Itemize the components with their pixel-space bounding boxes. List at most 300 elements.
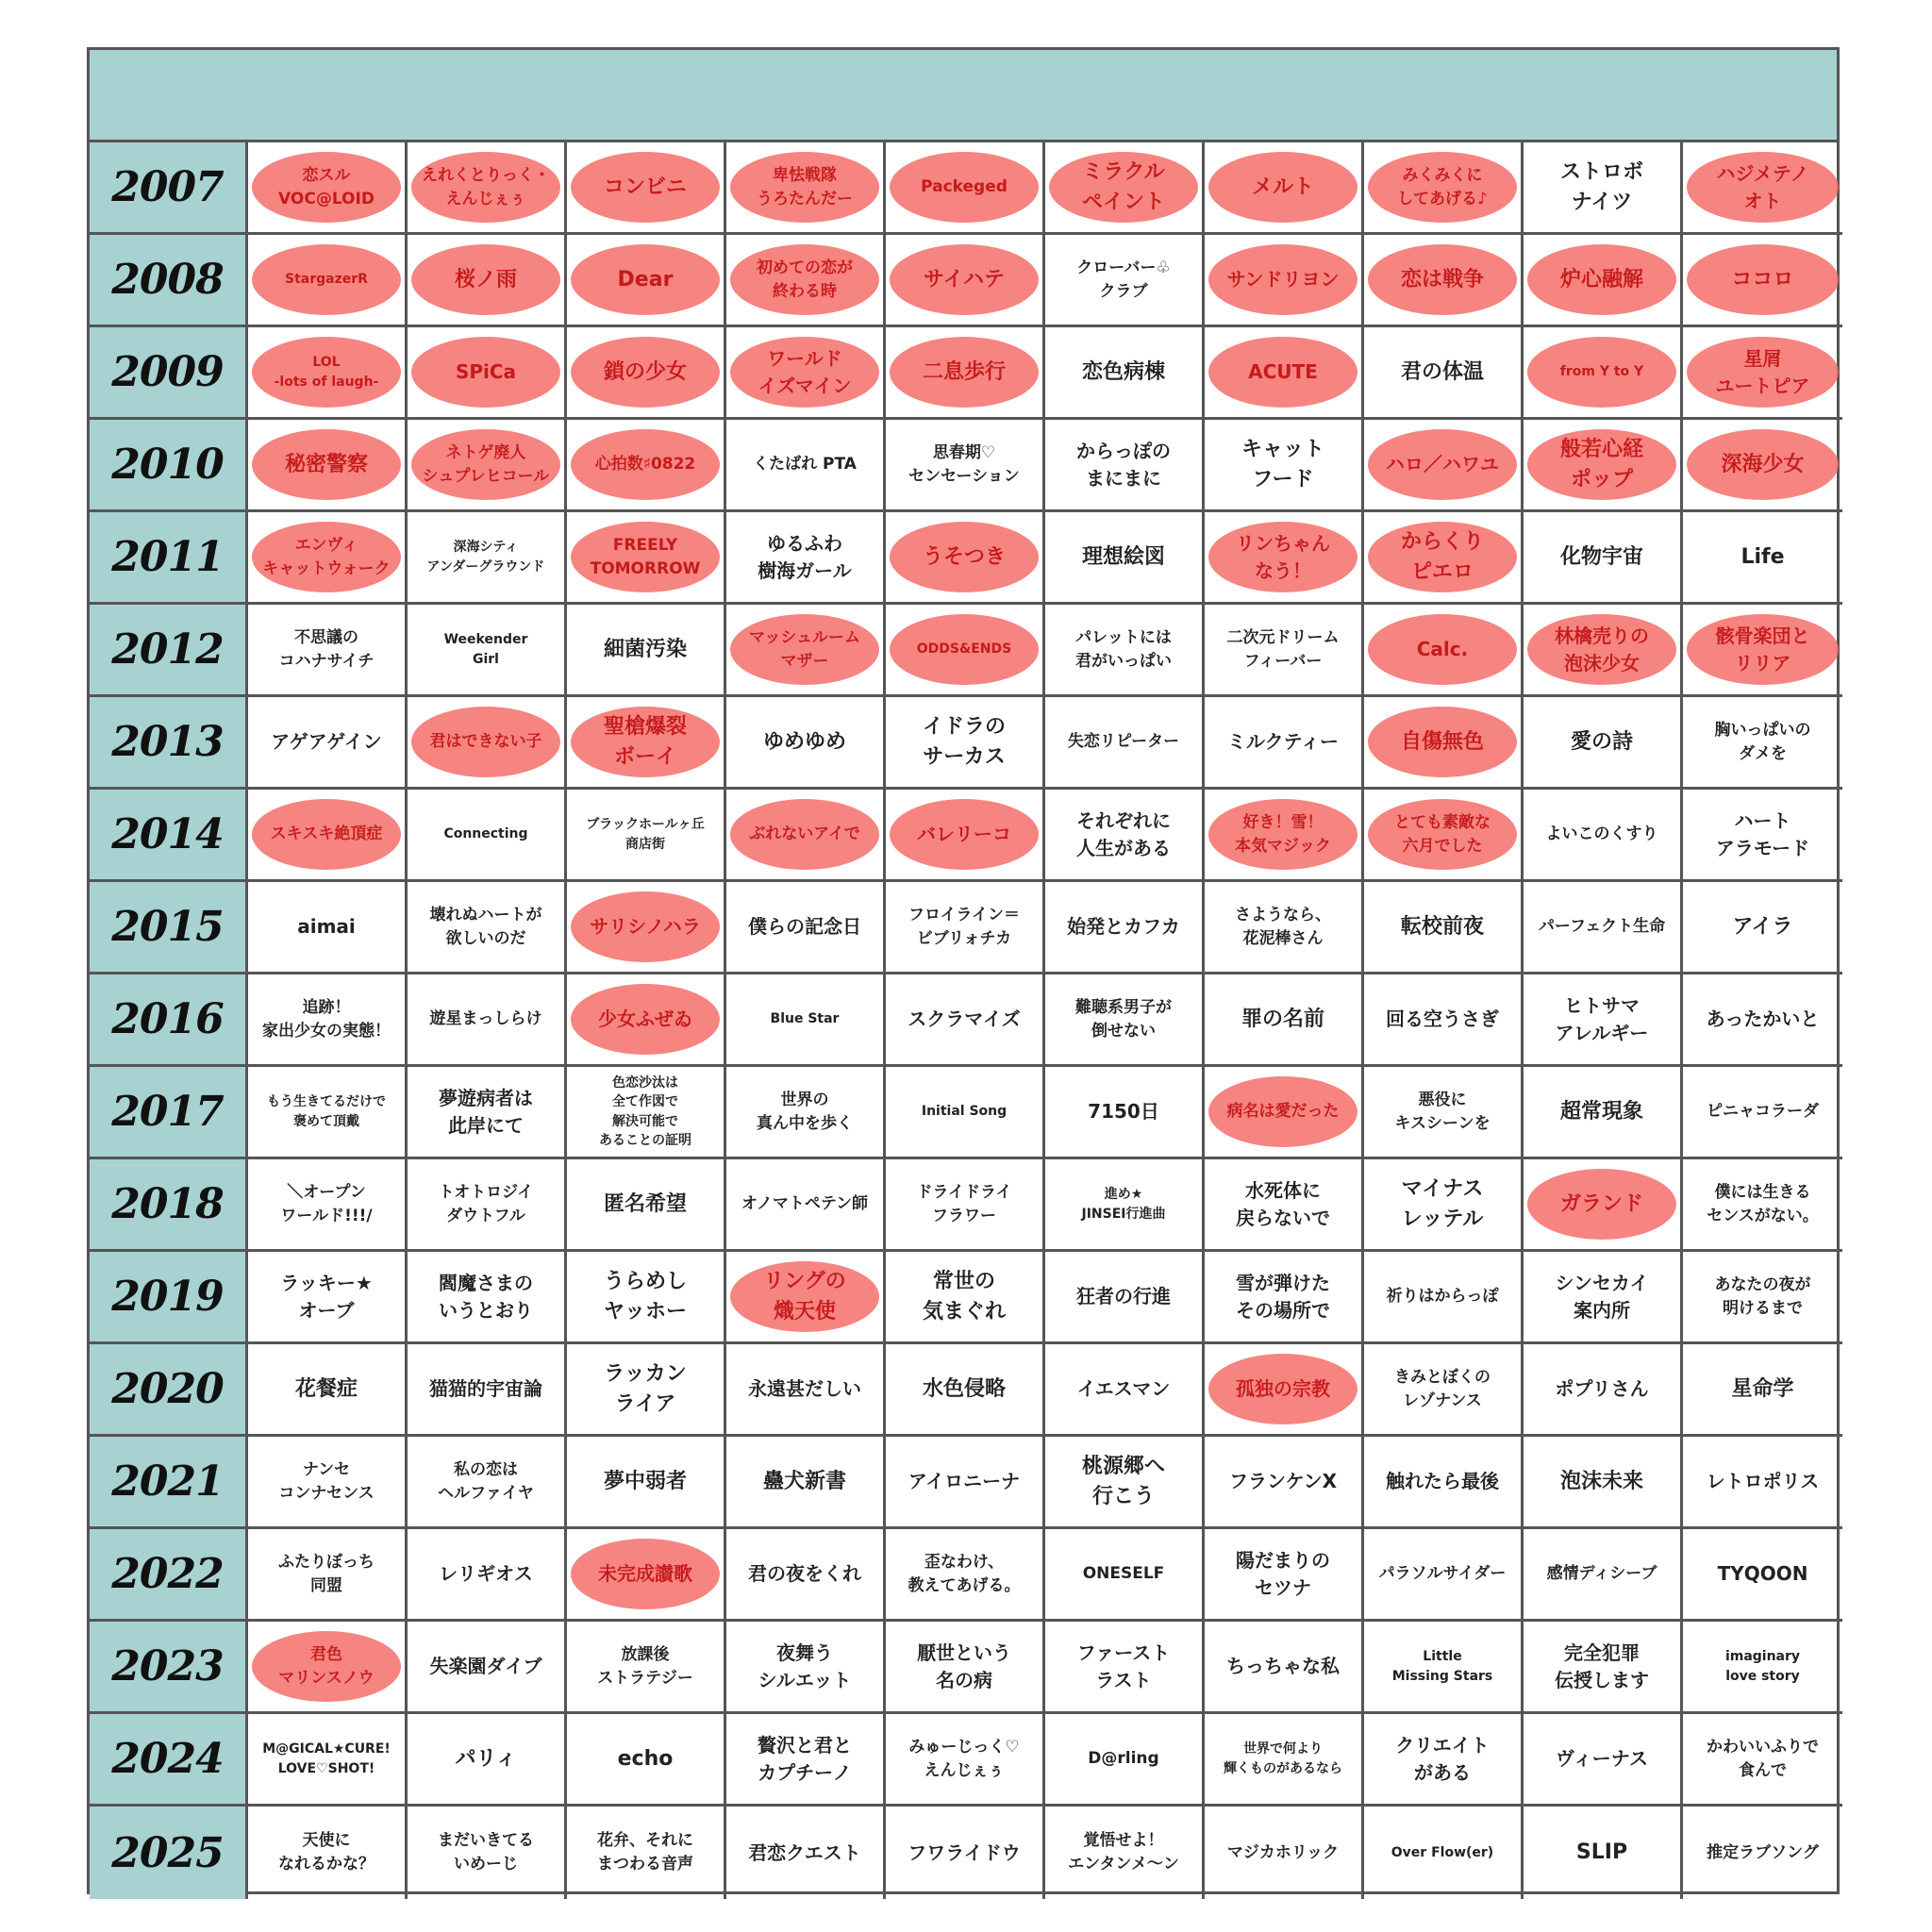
year-label: 2022 bbox=[90, 1529, 248, 1622]
song-cell bbox=[1683, 1807, 1842, 1899]
song-cell bbox=[1524, 1807, 1683, 1899]
song-title: 君恋クエスト bbox=[748, 1840, 861, 1864]
song-cell bbox=[1045, 142, 1205, 235]
song-title: 超常現象 bbox=[1559, 1099, 1643, 1124]
song-cell bbox=[886, 697, 1045, 790]
song-cell bbox=[1205, 605, 1364, 697]
song-title: ラッキー★ オーブ bbox=[280, 1271, 373, 1322]
song-cell bbox=[1364, 1159, 1524, 1252]
song-cell bbox=[1205, 1529, 1364, 1622]
song-title: 骸骨楽団と リリア bbox=[1715, 624, 1810, 675]
song-cell bbox=[1205, 790, 1364, 882]
song-cell bbox=[408, 512, 567, 605]
song-title: ポプリさん bbox=[1555, 1377, 1649, 1400]
song-title: 自傷無色 bbox=[1400, 729, 1484, 754]
song-cell bbox=[726, 512, 886, 605]
song-title: パーフェクト生命 bbox=[1538, 917, 1666, 937]
song-title: くたばれ PTA bbox=[753, 455, 857, 475]
song-title: 思春期♡ センセーション bbox=[908, 442, 1020, 486]
song-title: LOL -lots of laugh- bbox=[274, 355, 379, 390]
song-cell bbox=[726, 974, 886, 1067]
song-title: 推定ラブソング bbox=[1707, 1842, 1819, 1862]
song-cell bbox=[726, 1714, 886, 1807]
song-title: D@rling bbox=[1088, 1749, 1159, 1769]
year-row-2011 bbox=[90, 512, 1837, 605]
song-cell bbox=[886, 327, 1045, 420]
song-title: echo bbox=[617, 1746, 674, 1771]
song-cell bbox=[248, 974, 408, 1067]
song-title: ハジメテノ オト bbox=[1716, 161, 1809, 212]
song-cell bbox=[886, 1252, 1045, 1344]
song-cell bbox=[408, 1252, 567, 1344]
song-cell bbox=[1205, 420, 1364, 512]
song-cell bbox=[1683, 142, 1842, 235]
song-title: ストロボ ナイツ bbox=[1559, 159, 1643, 214]
song-cell bbox=[726, 1529, 886, 1622]
song-cell bbox=[248, 1807, 408, 1899]
song-cell bbox=[248, 235, 408, 327]
song-cell bbox=[248, 1622, 408, 1714]
song-cell bbox=[1205, 1067, 1364, 1159]
song-title: シンセカイ 案内所 bbox=[1555, 1271, 1649, 1322]
song-title: もう生きてるだけで 褒めて頂戴 bbox=[267, 1094, 386, 1129]
song-title: 病名は愛だった bbox=[1226, 1102, 1340, 1122]
song-cell bbox=[567, 512, 726, 605]
song-cell bbox=[1524, 1344, 1683, 1437]
song-cell bbox=[1524, 605, 1683, 697]
song-cell bbox=[886, 1622, 1045, 1714]
song-cell bbox=[567, 974, 726, 1067]
song-title: パリィ bbox=[455, 1746, 517, 1771]
song-cell bbox=[726, 790, 886, 882]
song-cell bbox=[726, 882, 886, 974]
song-title: Connecting bbox=[443, 826, 528, 842]
song-title: パレットには 君がいっぱい bbox=[1075, 627, 1172, 671]
song-title: 猫猫的宇宙論 bbox=[429, 1377, 542, 1400]
year-label: 2011 bbox=[90, 512, 248, 605]
year-label: 2018 bbox=[90, 1159, 248, 1252]
song-cell bbox=[1205, 1252, 1364, 1344]
song-cell bbox=[1524, 1622, 1683, 1714]
song-cell bbox=[1205, 882, 1364, 974]
song-cell bbox=[1364, 882, 1524, 974]
song-title: ふたりぼっち 同盟 bbox=[278, 1552, 375, 1595]
song-cell bbox=[1683, 882, 1842, 974]
song-title: 二次元ドリーム フィーバー bbox=[1226, 627, 1340, 671]
song-cell bbox=[726, 1807, 886, 1899]
song-cell bbox=[1364, 420, 1524, 512]
year-label: 2017 bbox=[90, 1067, 248, 1159]
song-cell bbox=[248, 1714, 408, 1807]
song-title: サリシノハラ bbox=[590, 915, 701, 938]
song-cell bbox=[1683, 790, 1842, 882]
song-title: 水色侵略 bbox=[922, 1376, 1006, 1401]
song-title: エンヴィ キャットウォーク bbox=[262, 535, 391, 578]
song-cell bbox=[1205, 1622, 1364, 1714]
song-cell bbox=[1205, 1437, 1364, 1529]
song-title: みゅーじっく♡ えんじぇぅ bbox=[908, 1737, 1020, 1780]
song-cell bbox=[886, 882, 1045, 974]
song-title: 卑怯戦隊 うろたんだー bbox=[757, 165, 853, 208]
song-title: 星屑 ユートピア bbox=[1715, 346, 1810, 397]
song-title: Dear bbox=[617, 267, 674, 291]
song-cell bbox=[408, 1344, 567, 1437]
song-title: ミラクル ペイント bbox=[1081, 159, 1165, 214]
song-title: 泡沫未来 bbox=[1559, 1469, 1643, 1493]
song-title: うらめし ヤッホー bbox=[603, 1269, 687, 1324]
song-title: 進め★ JINSEI行進曲 bbox=[1081, 1187, 1166, 1222]
song-cell bbox=[1364, 790, 1524, 882]
song-title: aimai bbox=[297, 915, 356, 938]
song-title: 完全犯罪 伝授します bbox=[1555, 1641, 1649, 1691]
song-title: とても素敵な 六月でした bbox=[1394, 812, 1491, 856]
song-cell bbox=[408, 420, 567, 512]
song-title: ココロ bbox=[1731, 267, 1794, 291]
song-cell bbox=[726, 1344, 886, 1437]
song-title: ヴィーナス bbox=[1556, 1747, 1648, 1770]
year-row-2008 bbox=[90, 235, 1837, 327]
song-cell bbox=[726, 1437, 886, 1529]
song-title: きみとぼくの レゾナンス bbox=[1394, 1367, 1491, 1410]
song-cell bbox=[408, 1622, 567, 1714]
song-cell bbox=[408, 605, 567, 697]
song-cell bbox=[1205, 1344, 1364, 1437]
song-title: ナンセ コンナセンス bbox=[278, 1459, 375, 1503]
song-bingo-grid bbox=[87, 47, 1840, 1894]
song-title: ODDS&ENDS bbox=[916, 641, 1012, 658]
song-title: 化物宇宙 bbox=[1559, 544, 1643, 569]
song-cell bbox=[408, 974, 567, 1067]
song-title: ＼オープン ワールド!!!/ bbox=[280, 1182, 373, 1225]
song-title: トオトロジイ ダウトフル bbox=[438, 1182, 534, 1225]
song-cell bbox=[567, 1529, 726, 1622]
song-cell bbox=[1364, 1529, 1524, 1622]
song-cell bbox=[408, 1437, 567, 1529]
song-title: ファースト ラスト bbox=[1076, 1641, 1171, 1691]
song-title: キャット フード bbox=[1241, 437, 1324, 491]
song-title: ゆるふわ 樹海ガール bbox=[758, 531, 852, 582]
song-cell bbox=[886, 235, 1045, 327]
song-title: からくり ピエロ bbox=[1400, 529, 1484, 584]
song-cell bbox=[248, 697, 408, 790]
song-title: ラッカン ライア bbox=[604, 1361, 687, 1416]
year-label: 2012 bbox=[90, 605, 248, 697]
song-cell bbox=[1364, 605, 1524, 697]
song-title: 罪の名前 bbox=[1241, 1007, 1324, 1031]
song-cell bbox=[1045, 697, 1205, 790]
song-title: ACUTE bbox=[1248, 360, 1318, 383]
song-cell bbox=[1045, 1159, 1205, 1252]
song-title: コンビニ bbox=[603, 175, 687, 199]
song-cell bbox=[1524, 327, 1683, 420]
song-title: 理想絵図 bbox=[1081, 544, 1165, 569]
song-cell bbox=[886, 1159, 1045, 1252]
song-title: 深海シティ アンダーグラウンド bbox=[426, 540, 545, 575]
song-cell bbox=[726, 1159, 886, 1252]
song-cell bbox=[1045, 605, 1205, 697]
song-cell bbox=[1683, 1437, 1842, 1529]
song-title: ピニャコラーダ bbox=[1707, 1102, 1819, 1122]
year-row-2019 bbox=[90, 1252, 1837, 1344]
song-cell bbox=[1364, 235, 1524, 327]
song-cell bbox=[408, 235, 567, 327]
song-cell bbox=[726, 1067, 886, 1159]
song-title: 常世の 気まぐれ bbox=[922, 1269, 1006, 1324]
year-label: 2007 bbox=[90, 142, 248, 235]
year-label: 2015 bbox=[90, 882, 248, 974]
song-cell bbox=[1364, 512, 1524, 605]
song-title: 永遠甚だしい bbox=[748, 1377, 861, 1400]
song-cell bbox=[1524, 974, 1683, 1067]
year-row-2020 bbox=[90, 1344, 1837, 1437]
year-row-2025 bbox=[90, 1807, 1837, 1899]
song-title: ドライドライ フラワー bbox=[916, 1182, 1012, 1225]
song-title: TYQOON bbox=[1717, 1562, 1808, 1585]
song-cell bbox=[567, 1344, 726, 1437]
year-row-2017 bbox=[90, 1067, 1837, 1159]
song-title: 林檎売りの 泡沫少女 bbox=[1555, 624, 1649, 675]
song-cell bbox=[408, 327, 567, 420]
song-title: 孤独の宗教 bbox=[1236, 1377, 1330, 1400]
song-cell bbox=[726, 327, 886, 420]
song-title: フロイライン＝ ビブリォチカ bbox=[908, 905, 1020, 948]
song-title: リンちゃん なう！ bbox=[1236, 531, 1330, 582]
song-cell bbox=[726, 142, 886, 235]
song-title: オノマトペテン師 bbox=[741, 1194, 869, 1214]
song-cell bbox=[1524, 235, 1683, 327]
song-title: 夢中弱者 bbox=[603, 1469, 687, 1493]
year-row-2018 bbox=[90, 1159, 1837, 1252]
song-cell bbox=[886, 420, 1045, 512]
year-row-2014 bbox=[90, 790, 1837, 882]
song-cell bbox=[248, 790, 408, 882]
song-title: リングの 熾天使 bbox=[763, 1269, 846, 1324]
header-band bbox=[90, 50, 1837, 142]
song-title: 匿名希望 bbox=[603, 1191, 687, 1216]
song-title: 愛の詩 bbox=[1570, 729, 1633, 754]
song-cell bbox=[1524, 1252, 1683, 1344]
song-title: 桜ノ雨 bbox=[454, 267, 517, 291]
song-title: 歪なわけ、 教えてあげる。 bbox=[908, 1552, 1021, 1595]
song-title: 好き！雪！ 本気マジック bbox=[1235, 812, 1331, 856]
song-cell bbox=[886, 512, 1045, 605]
song-title: 少女ふぜゐ bbox=[598, 1008, 692, 1030]
song-title: アイロニーナ bbox=[908, 1470, 1021, 1492]
song-cell bbox=[886, 1344, 1045, 1437]
song-title: みくみくに してあげる♪ bbox=[1397, 165, 1488, 208]
song-cell bbox=[1045, 974, 1205, 1067]
song-cell bbox=[248, 882, 408, 974]
song-cell bbox=[1205, 1714, 1364, 1807]
song-title: ぶれないアイで bbox=[749, 824, 860, 844]
song-cell bbox=[567, 420, 726, 512]
song-cell bbox=[408, 790, 567, 882]
song-cell bbox=[726, 697, 886, 790]
song-title: 雪が弾けた その場所で bbox=[1236, 1271, 1330, 1322]
song-cell bbox=[1045, 1344, 1205, 1437]
song-title: マジカホリック bbox=[1226, 1842, 1340, 1862]
year-label: 2010 bbox=[90, 420, 248, 512]
year-row-2024 bbox=[90, 1714, 1837, 1807]
song-cell bbox=[567, 1252, 726, 1344]
year-label: 2008 bbox=[90, 235, 248, 327]
year-row-2007 bbox=[90, 142, 1837, 235]
song-title: 花弁、それに まつわる音声 bbox=[597, 1831, 693, 1874]
song-title: スクラマイズ bbox=[908, 1008, 1021, 1030]
song-cell bbox=[1524, 882, 1683, 974]
song-title: サイハテ bbox=[923, 267, 1006, 291]
song-cell bbox=[1683, 235, 1842, 327]
song-title: 色恋沙汰は 全て作図で 解決可能で あることの証明 bbox=[599, 1074, 691, 1148]
song-cell bbox=[567, 235, 726, 327]
song-cell bbox=[1364, 1067, 1524, 1159]
song-cell bbox=[1683, 1714, 1842, 1807]
song-title: 聖槍爆裂 ボーイ bbox=[603, 714, 687, 769]
song-cell bbox=[1045, 235, 1205, 327]
song-cell bbox=[1045, 1252, 1205, 1344]
song-cell bbox=[1683, 420, 1842, 512]
song-title: 祈りはからっぽ bbox=[1386, 1287, 1499, 1307]
song-cell bbox=[1364, 1714, 1524, 1807]
song-title: Little Missing Stars bbox=[1391, 1649, 1493, 1684]
song-cell bbox=[1045, 327, 1205, 420]
song-title: 細菌汚染 bbox=[603, 637, 687, 661]
song-cell bbox=[1524, 512, 1683, 605]
song-title: FREELY TOMORROW bbox=[590, 535, 701, 578]
year-label: 2025 bbox=[90, 1807, 248, 1899]
song-cell bbox=[1205, 142, 1364, 235]
song-cell bbox=[567, 697, 726, 790]
song-cell bbox=[726, 235, 886, 327]
song-cell bbox=[408, 1159, 567, 1252]
song-title: クローバー♧ クラブ bbox=[1076, 258, 1171, 301]
song-cell bbox=[248, 605, 408, 697]
song-title: からっぽの まにまに bbox=[1076, 439, 1171, 490]
song-cell bbox=[248, 420, 408, 512]
song-cell bbox=[1683, 1622, 1842, 1714]
song-title: 星命学 bbox=[1731, 1376, 1794, 1401]
song-title: 壊れぬハートが 欲しいのだ bbox=[429, 905, 542, 948]
song-cell bbox=[886, 974, 1045, 1067]
year-row-2023 bbox=[90, 1622, 1837, 1714]
song-cell bbox=[248, 1252, 408, 1344]
song-cell bbox=[1364, 1344, 1524, 1437]
song-title: 難聴系男子が 倒せない bbox=[1075, 997, 1172, 1041]
song-title: フワライドウ bbox=[908, 1840, 1021, 1864]
song-title: 狂者の行進 bbox=[1076, 1285, 1171, 1307]
song-cell bbox=[886, 1067, 1045, 1159]
song-title: StargazerR bbox=[285, 272, 368, 288]
song-title: イエスマン bbox=[1076, 1377, 1171, 1400]
song-title: 7150日 bbox=[1088, 1100, 1159, 1123]
song-title: 秘密警察 bbox=[284, 452, 368, 476]
song-title: 失楽園ダイブ bbox=[429, 1655, 542, 1677]
song-cell bbox=[1364, 1437, 1524, 1529]
song-cell bbox=[1524, 1159, 1683, 1252]
song-cell bbox=[1683, 327, 1842, 420]
song-cell bbox=[1205, 1807, 1364, 1899]
song-cell bbox=[248, 1437, 408, 1529]
song-title: 恋色病棟 bbox=[1081, 359, 1165, 384]
year-row-2012 bbox=[90, 605, 1837, 697]
song-title: クリエイト がある bbox=[1395, 1733, 1490, 1784]
song-cell bbox=[726, 605, 886, 697]
song-cell bbox=[1683, 512, 1842, 605]
song-title: imaginary love story bbox=[1724, 1649, 1801, 1684]
song-title: マッシュルーム マザー bbox=[749, 627, 860, 671]
song-cell bbox=[1364, 1807, 1524, 1899]
song-cell bbox=[1683, 1159, 1842, 1252]
song-cell bbox=[1045, 1529, 1205, 1622]
song-cell bbox=[1205, 235, 1364, 327]
song-title: 陽だまりの セツナ bbox=[1236, 1548, 1330, 1599]
song-title: 転校前夜 bbox=[1400, 914, 1484, 939]
year-row-2015 bbox=[90, 882, 1837, 974]
song-title: 心拍数♯0822 bbox=[594, 455, 696, 475]
song-cell bbox=[1364, 974, 1524, 1067]
song-title: さようなら、 花泥棒さん bbox=[1235, 905, 1331, 948]
song-title: ONESELF bbox=[1082, 1564, 1165, 1584]
song-title: 水死体に 戻らないで bbox=[1236, 1178, 1330, 1229]
song-title: Over Flow(er) bbox=[1391, 1844, 1494, 1860]
song-cell bbox=[1364, 142, 1524, 235]
song-title: メルト bbox=[1251, 175, 1314, 199]
song-cell bbox=[408, 882, 567, 974]
song-title: 放課後 ストラテジー bbox=[597, 1644, 693, 1688]
song-title: 世界で何より 輝くものがあるなら bbox=[1224, 1741, 1342, 1776]
song-cell bbox=[567, 882, 726, 974]
song-title: Weekender Girl bbox=[443, 632, 528, 667]
song-cell bbox=[1683, 974, 1842, 1067]
song-title: 花餐症 bbox=[294, 1376, 358, 1401]
song-cell bbox=[1205, 327, 1364, 420]
song-title: あったかいと bbox=[1706, 1008, 1820, 1030]
song-cell bbox=[248, 1529, 408, 1622]
song-title: ハート アラモード bbox=[1715, 808, 1810, 859]
song-title: レトロポリス bbox=[1706, 1470, 1820, 1492]
song-title: パラソルサイダー bbox=[1378, 1564, 1507, 1584]
song-cell bbox=[567, 1714, 726, 1807]
song-title: えれくとりっく・ えんじぇぅ bbox=[422, 165, 550, 208]
song-cell bbox=[408, 142, 567, 235]
song-cell bbox=[886, 790, 1045, 882]
song-cell bbox=[1045, 1437, 1205, 1529]
song-cell bbox=[1045, 882, 1205, 974]
song-title: ミルクティー bbox=[1227, 730, 1339, 753]
song-title: レリギオス bbox=[439, 1562, 533, 1585]
song-title: ガランド bbox=[1559, 1191, 1643, 1216]
song-title: フランケンX bbox=[1228, 1470, 1338, 1492]
song-cell bbox=[1045, 1067, 1205, 1159]
song-cell bbox=[1205, 974, 1364, 1067]
song-title: 天使に なれるかな？ bbox=[278, 1831, 375, 1874]
year-label: 2019 bbox=[90, 1252, 248, 1344]
song-cell bbox=[1683, 697, 1842, 790]
song-cell bbox=[1683, 1252, 1842, 1344]
song-title: Calc. bbox=[1416, 638, 1469, 660]
song-title: スキスキ絶頂症 bbox=[270, 824, 383, 844]
song-title: 鎖の少女 bbox=[603, 359, 687, 384]
song-cell bbox=[567, 790, 726, 882]
song-title: Packeged bbox=[921, 177, 1008, 197]
song-cell bbox=[567, 1067, 726, 1159]
song-title: 恋は戦争 bbox=[1400, 267, 1484, 291]
song-title: 悪役に キスシーンを bbox=[1394, 1090, 1491, 1133]
song-title: Life bbox=[1740, 544, 1785, 569]
song-title: 閻魔さまの いうとおり bbox=[439, 1271, 533, 1322]
song-cell bbox=[726, 420, 886, 512]
year-row-2016 bbox=[90, 974, 1837, 1067]
